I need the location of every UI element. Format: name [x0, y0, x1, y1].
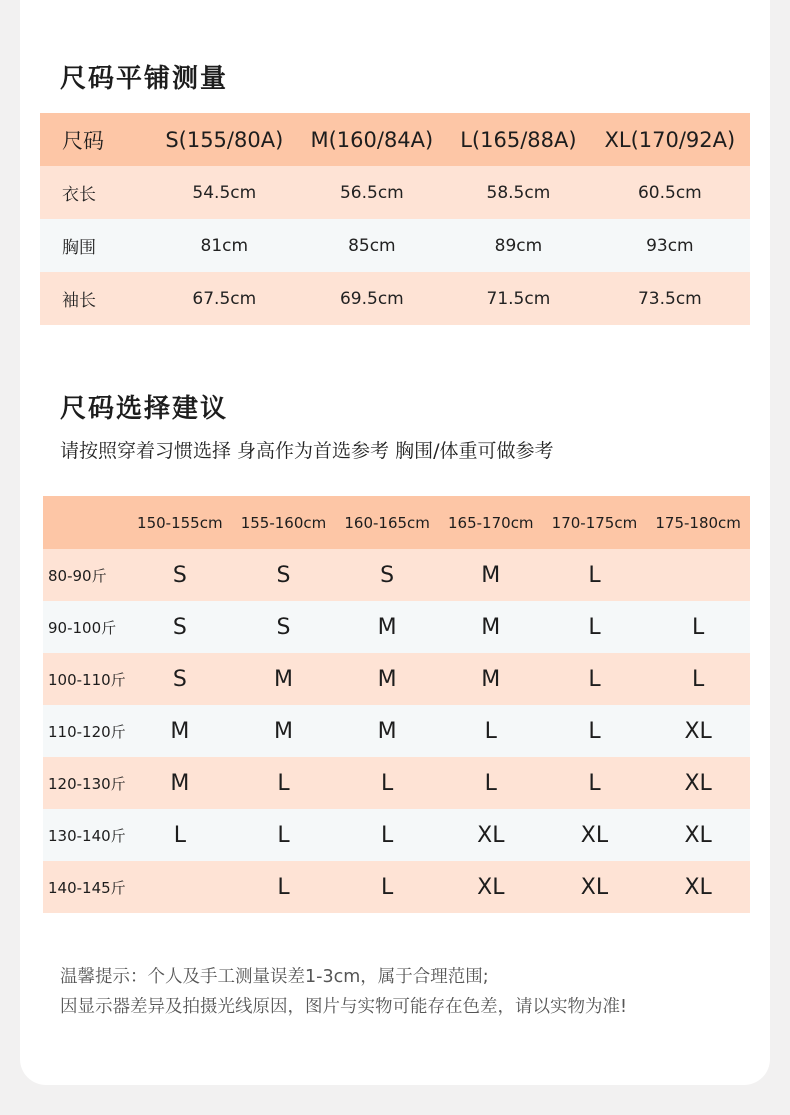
advice-header-height: 155-160cm [232, 496, 336, 549]
advice-size: L [277, 770, 290, 796]
advice-size: S [172, 614, 187, 640]
advice-weight: 100-110斤 [48, 670, 126, 689]
advice-header-height: 160-165cm [335, 496, 439, 549]
measure-row-label: 衣长 [40, 166, 152, 219]
advice-header-corner [43, 496, 128, 549]
tips-note [60, 962, 627, 1022]
advice-size: L [173, 822, 186, 848]
advice-size: M [481, 666, 501, 692]
advice-size: L [588, 770, 601, 796]
measure-row-label: 胸围 [40, 219, 152, 272]
advice-header-row [43, 496, 750, 549]
advice-title: 尺码选择建议 [60, 394, 229, 424]
advice-size: L [484, 770, 497, 796]
advice-size: M [377, 614, 397, 640]
measure-cell: 67.5cm [192, 288, 257, 309]
advice-size: S [276, 562, 291, 588]
advice-weight: 110-120斤 [48, 722, 126, 741]
advice-weight: 130-140斤 [48, 826, 126, 845]
advice-subtitle: 请按照穿着习惯选择 身高作为首选参考 胸围/体重可做参考 [60, 440, 554, 462]
advice-row [43, 705, 750, 757]
advice-size: XL [684, 822, 712, 848]
measure-row-length [40, 166, 750, 219]
measure-header-xl: XL(170/92A) [590, 113, 750, 166]
measure-header-row [40, 113, 750, 166]
advice-size: L [381, 822, 394, 848]
measure-row-label: 袖长 [40, 272, 152, 325]
advice-size: L [692, 666, 705, 692]
advice-size: XL [684, 718, 712, 744]
advice-size: L [277, 874, 290, 900]
advice-size [128, 861, 232, 913]
advice-row [43, 653, 750, 705]
advice-header-height: 175-180cm [646, 496, 750, 549]
advice-size: L [692, 614, 705, 640]
measure-cell: 85cm [348, 235, 396, 256]
advice-header-height: 170-175cm [543, 496, 647, 549]
measure-cell: 56.5cm [339, 182, 404, 203]
measure-row-chest [40, 219, 750, 272]
advice-size: L [381, 874, 394, 900]
advice-size: XL [580, 822, 609, 848]
advice-size: XL [580, 874, 609, 900]
advice-size: L [588, 666, 601, 692]
advice-weight: 140-145斤 [48, 878, 126, 897]
measure-header-m: M(160/84A) [297, 113, 447, 166]
advice-header-height: 165-170cm [439, 496, 543, 549]
advice-size: S [276, 614, 291, 640]
advice-size: L [277, 822, 290, 848]
advice-size: XL [684, 770, 712, 796]
advice-size: M [377, 718, 397, 744]
measure-cell: 60.5cm [637, 182, 702, 203]
advice-weight: 90-100斤 [48, 618, 117, 637]
advice-row [43, 757, 750, 809]
measure-header-l: L(165/88A) [447, 113, 590, 166]
measure-cell: 73.5cm [637, 288, 702, 309]
advice-header-height: 150-155cm [128, 496, 232, 549]
advice-size: S [380, 562, 395, 588]
measure-header-size: 尺码 [40, 113, 152, 166]
advice-size: L [588, 562, 601, 588]
advice-size: M [170, 718, 190, 744]
advice-size: M [170, 770, 190, 796]
advice-size: M [481, 614, 501, 640]
tips-line-2: 因显示器差异及拍摄光线原因，图片与实物可能存在色差，请以实物为准! [60, 997, 628, 1017]
tips-line-1: 温馨提示：个人及手工测量误差1-3cm，属于合理范围; [60, 967, 489, 987]
advice-size: M [273, 718, 293, 744]
advice-size: M [273, 666, 293, 692]
advice-weight: 80-90斤 [48, 566, 107, 585]
advice-row [43, 601, 750, 653]
measure-cell: 69.5cm [339, 288, 404, 309]
measure-cell: 58.5cm [486, 182, 551, 203]
advice-weight: 120-130斤 [48, 774, 126, 793]
advice-size: XL [684, 874, 712, 900]
advice-size: M [377, 666, 397, 692]
advice-size: L [381, 770, 394, 796]
advice-size: XL [477, 874, 505, 900]
advice-size [646, 549, 750, 601]
advice-size: S [172, 666, 187, 692]
advice-size: XL [477, 822, 505, 848]
advice-size: S [172, 562, 187, 588]
measure-cell: 93cm [646, 235, 694, 256]
advice-size: L [588, 718, 601, 744]
measure-table [40, 113, 750, 325]
measure-cell: 71.5cm [486, 288, 551, 309]
measure-cell: 81cm [200, 235, 249, 256]
advice-row [43, 809, 750, 861]
advice-size: L [484, 718, 497, 744]
measure-header-s: S(155/80A) [152, 113, 297, 166]
measure-row-sleeve [40, 272, 750, 325]
advice-row [43, 549, 750, 601]
advice-table [43, 496, 750, 913]
measure-cell: 89cm [494, 235, 543, 256]
advice-size: L [588, 614, 601, 640]
advice-row [43, 861, 750, 913]
measure-cell: 54.5cm [192, 182, 257, 203]
advice-size: M [481, 562, 501, 588]
measure-title: 尺码平铺测量 [60, 64, 229, 94]
